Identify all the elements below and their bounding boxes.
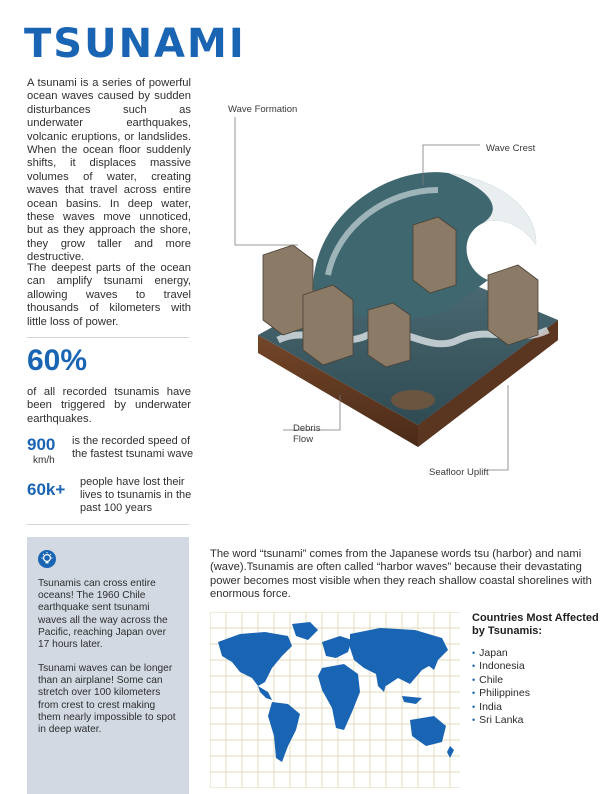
big-stat-value: 60% xyxy=(27,344,88,377)
list-item: • India xyxy=(472,700,502,713)
deep-ocean-paragraph: The deepest parts of the ocean can amplify tsunami energy, allowing waves to travel thousands of kilometers with little loss of power. xyxy=(27,262,191,328)
fact-text: Tsunamis can cross entire oceans! The 1960 Chile earthquake sent tsunami waves all the way across the Pacific, reaching Japan over 17 hours later. xyxy=(38,578,168,651)
list-item: • Sri Lanka xyxy=(472,714,524,727)
leader-line xyxy=(235,117,298,245)
tsunami-illustration xyxy=(218,95,598,480)
divider xyxy=(27,524,189,525)
label-wave-formation: Wave Formation xyxy=(228,104,298,115)
countries-title: Countries Most Affected by Tsunamis: xyxy=(472,612,599,637)
page-title: TSUNAMI xyxy=(24,21,246,67)
world-map xyxy=(210,612,460,788)
list-item: • Chile xyxy=(472,673,504,686)
speed-stat-text: is the recorded speed of the fastest tsunami wave xyxy=(72,435,194,460)
fact-text: Tsunami waves can be longer than an airplane! Some can stretch over 100 kilometers from crest to crest making them nearly impossible to spot in deep water. xyxy=(38,663,176,736)
lives-stat-text: people have lost their lives to tsunamis in the past 100 years xyxy=(80,476,192,514)
intro-paragraph: A tsunami is a series of powerful ocean waves caused by sudden disturbances such as underwater earthquakes, volcanic eruptions, or landslides. When the ocean floor suddenly shifts, it displaces massive volumes of water, creating waves that travel across entire ocean basins. In deep water, these waves move unnoticed, but as they approach the shore, they grow taller and more destructive. xyxy=(27,77,191,264)
label-debris-flow: Debris Flow xyxy=(293,423,321,445)
origin-paragraph: The word “tsunami” comes from the Japanese words tsu (harbor) and nami (wave).Tsunamis are often called “harbor waves” because their devastating power becomes most visible when they reach shallow coastal shorelines with enormous force. xyxy=(210,548,592,601)
lives-stat-value: 60k+ xyxy=(27,480,66,499)
list-item: • Japan xyxy=(472,647,508,659)
list-item: • Philippines xyxy=(472,687,530,700)
lightbulb-icon xyxy=(38,550,56,568)
big-stat-text: of all recorded tsunamis have been triggered by underwater earthquakes. xyxy=(27,386,191,425)
speed-stat-unit: km/h xyxy=(33,455,55,466)
speed-stat-value: 900 xyxy=(27,435,56,454)
leader-line xyxy=(488,385,508,470)
label-wave-crest: Wave Crest xyxy=(486,143,536,154)
countries-list xyxy=(472,647,530,727)
list-item: • Indonesia xyxy=(472,660,525,673)
label-seafloor-uplift: Seafloor Uplift xyxy=(429,467,489,478)
divider xyxy=(27,337,189,338)
